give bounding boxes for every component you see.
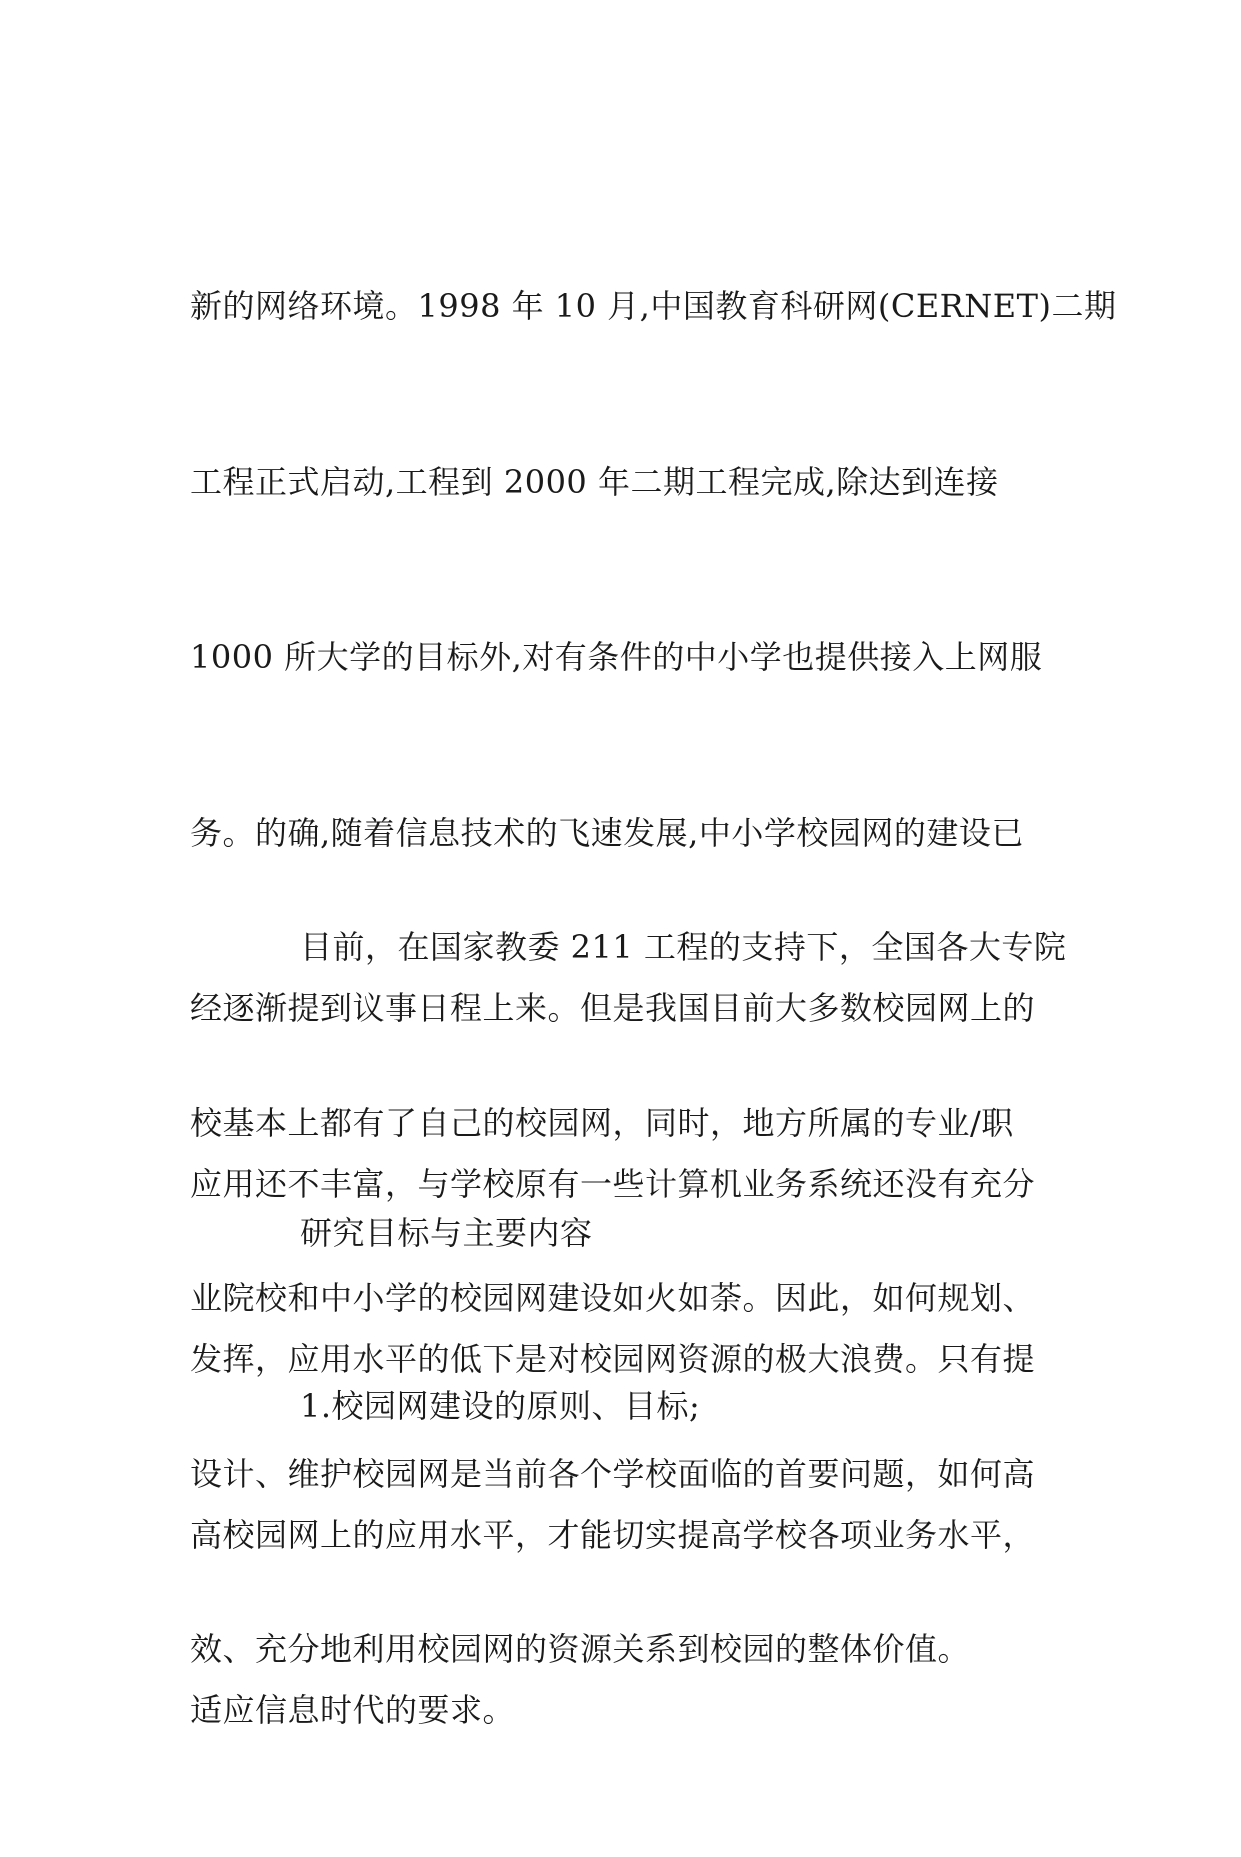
list-item: 1.校园网建设的原则、目标; [300,1387,701,1425]
text-line: 1000 所大学的目标外,对有条件的中小学也提供接入上网服 [190,638,1043,676]
paragraph-current-status [190,801,1067,1796]
text-line: 业院校和中小学的校园网建设如火如荼。因此，如何规划、 [190,1279,1036,1317]
text-line: 应用还不丰富，与学校原有一些计算机业务系统还没有充分 [190,1164,1036,1203]
text-line: 校基本上都有了自己的校园网，同时，地方所属的专业/职 [190,1103,1014,1142]
text-line: 发挥，应用水平的低下是对校园网资源的极大浪费。只有提 [190,1340,1036,1378]
text-line: 务。的确,随着信息技术的飞速发展,中小学校园网的建设已 [190,813,1024,852]
text-line: 新的网络环境。1998 年 10 月,中国教育科研网(CERNET)二期 [190,287,1117,325]
text-line: 效、充分地利用校园网的资源关系到校园的整体价值。 [190,1630,971,1668]
text-line: 目前，在国家教委 211 工程的支持下，全国各大专院 [300,928,1067,966]
text-line: 适应信息时代的要求。 [190,1691,516,1729]
text-line: 工程正式启动,工程到 2000 年二期工程完成,除达到连接 [190,462,999,501]
section-heading: 研究目标与主要内容 [300,1214,593,1252]
text-line: 经逐渐提到议事日程上来。但是我国目前大多数校园网上的 [190,989,1036,1027]
text-line: 高校园网上的应用水平，才能切实提高学校各项业务水平， [190,1515,1036,1554]
text-line: 设计、维护校园网是当前各个学校面临的首要问题，如何高 [190,1454,1036,1493]
